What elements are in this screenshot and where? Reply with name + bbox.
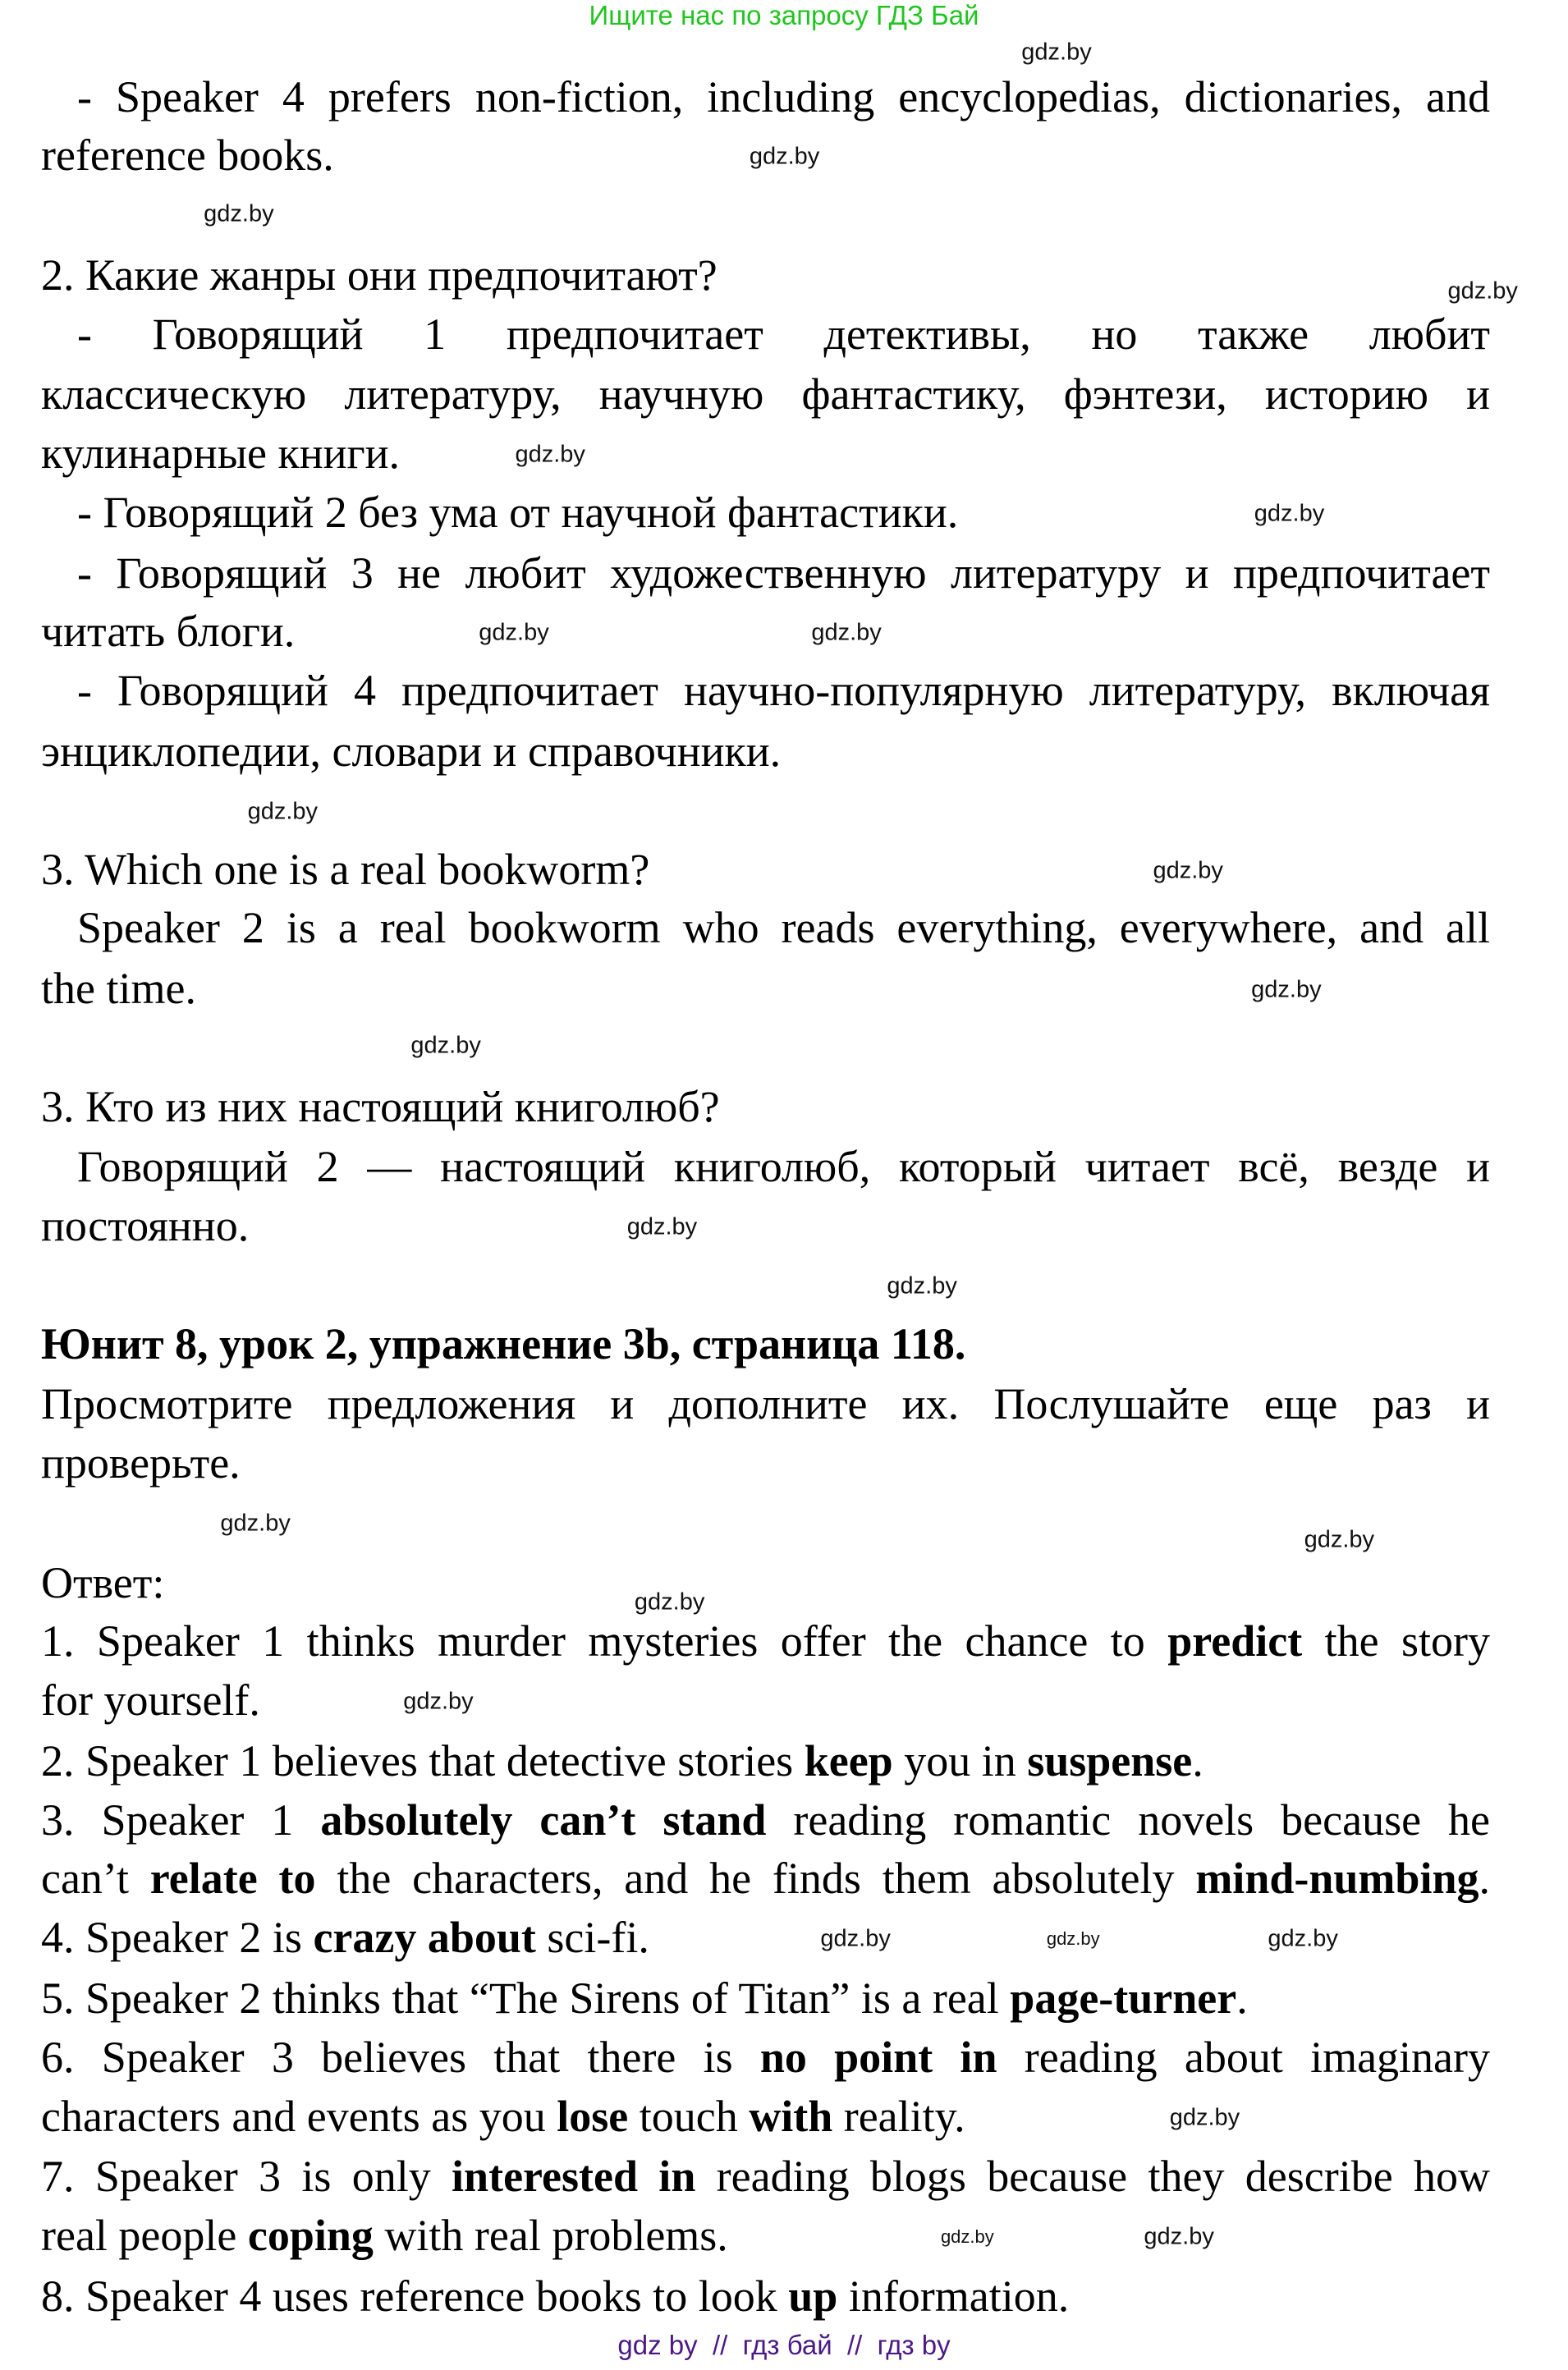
text-segment: reading about imaginary [997,2032,1490,2082]
text-segment: 8. Speaker 4 uses reference books to look [41,2271,789,2321]
text-line [41,2150,1490,2203]
text-segment: 2. Какие жанры они предпочитают? [41,250,718,300]
bold-answer-phrase: lose [557,2091,629,2141]
text-segment: Юнит 8, урок 2, упражнение 3b, страница 118. [41,1318,966,1368]
text-line [41,1972,1490,2024]
text-segment: классическую литературу, научную фантастику, фэнтези, историю и [41,369,1490,419]
text-segment: . [1192,1735,1204,1786]
bold-answer-phrase: interested in [452,2152,696,2202]
text-segment: 4. Speaker 2 is [41,1913,314,1963]
text-segment: - Говорящий 3 не любит художественную литературу и предпочитает [77,548,1490,598]
text-segment: проверьте. [41,1438,241,1488]
watermark-text: gdz.by [940,2226,994,2247]
text-segment: Ответ: [41,1557,165,1607]
bold-answer-phrase: absolutely can’t stand [320,1795,767,1845]
bold-answer-phrase: no point in [759,2032,997,2082]
text-segment: 3. Кто из них настоящий книголюб? [41,1081,720,1131]
text-segment: characters and events as you [41,2091,557,2141]
text-segment: the time. [41,963,196,1013]
watermark-text: gdz.by [1304,1526,1375,1553]
text-line [41,605,1490,658]
text-segment: 6. Speaker 3 believes that there is [41,2032,760,2082]
text-line [41,368,1490,420]
watermark-text: gdz.by [1046,1928,1100,1950]
watermark-text: gdz.by [1169,2104,1240,2131]
text-segment: with real problems. [373,2210,728,2260]
watermark-text: gdz.by [820,1925,891,1952]
watermark-text: gdz.by [1144,2223,1214,2250]
text-segment: Просмотрите предложения и дополните их. Послушайте еще раз и [41,1379,1490,1429]
watermark-text: gdz.by [204,200,274,227]
bold-answer-phrase: up [788,2271,838,2321]
bold-answer-phrase: predict [1167,1616,1303,1666]
text-segment: 2. Speaker 1 believes that detective stories [41,1735,805,1786]
search-banner[interactable]: Ищите нас по запросу ГДЗ Бай [589,0,979,30]
text-segment: reading romantic novels because he [766,1795,1491,1845]
bold-answer-phrase: keep [804,1735,893,1786]
bold-answer-phrase: crazy about [313,1913,536,1963]
watermark-text: gdz.by [811,619,882,646]
text-segment: - Говорящий 1 предпочитает детективы, но также любит [77,309,1490,359]
text-segment: Говорящий 2 — настоящий книголюб, который читает всё, везде и [77,1142,1490,1192]
text-segment: 5. Speaker 2 thinks that “The Sirens of Titan” is a real [41,1973,1011,2023]
watermark-text: gdz.by [220,1510,291,1537]
bold-answer-phrase: with [749,2091,833,2141]
text-line [41,2209,1490,2262]
watermark-text: gdz.by [1447,277,1518,305]
watermark-text: gdz.by [403,1688,474,1715]
text-line [77,1140,1490,1193]
text-line [41,1615,1490,1667]
text-segment: for yourself. [41,1676,260,1726]
text-line [41,1437,1490,1489]
watermark-text: gdz.by [1251,976,1322,1003]
text-segment: кулинарные книги. [41,429,401,479]
watermark-text: gdz.by [1268,1925,1338,1952]
text-segment: Speaker 2 is a real bookworm who reads everything, everywhere, and all [77,903,1490,953]
text-segment: 7. Speaker 3 is only [41,2152,452,2202]
footer-links[interactable]: gdz by // гдз бай // гдз by [617,2330,951,2360]
text-line [41,725,1490,777]
bold-answer-phrase: coping [247,2210,374,2260]
text-segment: information. [837,2271,1070,2321]
text-segment: постоянно. [41,1201,250,1251]
text-line [41,1080,1490,1133]
text-segment: reading blogs because they describe how [695,2152,1490,2202]
watermark-text: gdz.by [749,143,820,170]
watermark-text: gdz.by [1153,857,1223,884]
text-line [41,1378,1490,1430]
text-segment: читать блоги. [41,607,296,657]
text-line [41,1556,1490,1609]
text-line [41,1199,1490,1252]
bold-answer-phrase: suspense [1027,1735,1193,1786]
text-segment: - Speaker 4 prefers non-fiction, including encyclopedias, dictionaries, and [77,71,1490,121]
watermark-text: gdz.by [479,619,549,646]
text-segment: the story [1302,1616,1490,1666]
text-line [41,427,1490,479]
bold-answer-phrase: mind-numbing [1195,1854,1479,1904]
watermark-text: gdz.by [887,1272,957,1300]
text-line [41,2031,1490,2083]
watermark-text: gdz.by [410,1032,481,1059]
watermark-text: gdz.by [1254,500,1325,527]
text-segment: - Говорящий 2 без ума от научной фантастики. [77,488,959,537]
watermark-text: gdz.by [247,798,319,825]
text-segment: 3. Which one is a real bookworm? [41,844,650,894]
text-segment: real people [41,2210,248,2260]
text-line [77,547,1490,599]
text-line [41,1318,1490,1370]
text-segment: энциклопедии, словари и справочники. [41,726,782,776]
watermark-text: gdz.by [515,441,585,468]
text-segment: 1. Speaker 1 thinks murder mysteries offer the chance to [41,1616,1168,1666]
text-line [41,1794,1490,1846]
bold-answer-phrase: relate to [149,1854,316,1904]
text-line [77,901,1490,954]
watermark-text: gdz.by [1021,39,1092,66]
text-segment: touch [628,2091,750,2141]
watermark-text: gdz.by [634,1588,705,1616]
text-segment: you in [892,1735,1028,1786]
text-line [77,308,1490,360]
text-line [41,1852,1490,1905]
text-segment: - Говорящий 4 предпочитает научно-популярную литературу, включая [77,666,1490,716]
watermark-text: gdz.by [626,1213,698,1240]
text-line [41,2270,1490,2322]
bold-answer-phrase: page-turner [1010,1973,1237,2023]
text-line [41,249,1490,301]
text-segment: 3. Speaker 1 [41,1795,321,1845]
text-line [41,1735,1490,1787]
text-segment: the characters, and he finds them absolutely [315,1854,1196,1904]
text-segment: sci-fi. [535,1913,649,1963]
text-line [41,1674,1490,1726]
text-line [77,71,1490,123]
text-segment: reference books. [41,131,334,181]
text-line [41,2090,1490,2143]
text-segment: . [1236,1973,1248,2023]
text-line [77,664,1490,717]
text-segment: can’t [41,1854,150,1904]
text-segment: . [1479,1854,1490,1904]
text-line [41,843,1490,896]
text-segment: reality. [832,2091,965,2141]
